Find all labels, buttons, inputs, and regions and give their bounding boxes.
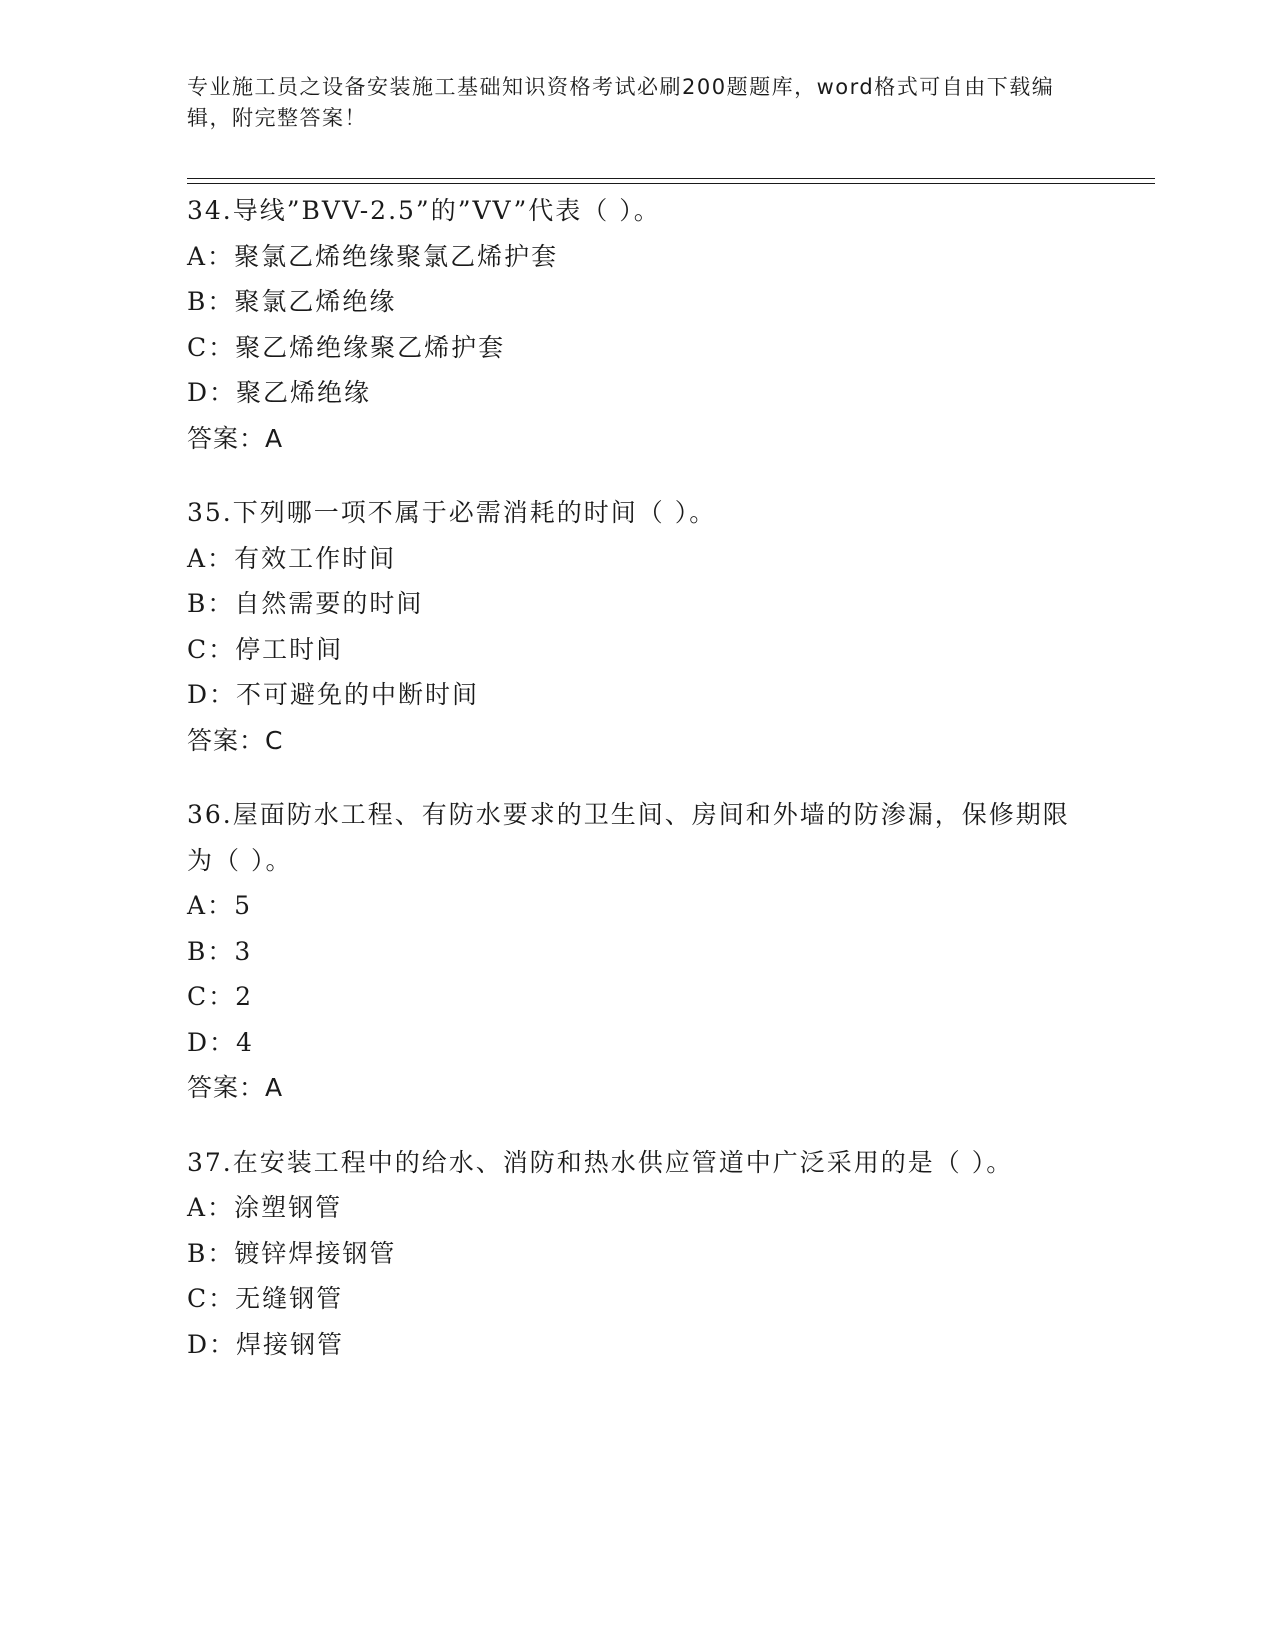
question-stem: 36.屋面防水工程、有防水要求的卫生间、房间和外墙的防渗漏，保修期限为（ ）。 [187,800,1070,875]
option-key: A： [187,891,235,920]
answer-line: 答案：A [187,423,284,453]
option-text: 聚氯乙烯绝缘 [234,287,397,316]
question-34 [187,188,1087,461]
header-divider-top [187,178,1155,179]
question-stem: 34.导线”BVV-2.5”的”VV”代表（ ）。 [187,196,661,225]
question-stem: 35.下列哪一项不属于必需消耗的时间（ ）。 [187,498,717,527]
option-c [187,325,1087,371]
option-c [187,974,1087,1020]
option-text: 聚氯乙烯绝缘聚氯乙烯护套 [234,241,559,271]
option-text: 聚乙烯绝缘 [236,378,372,407]
option-a [187,234,1087,280]
option-key: B： [187,936,235,966]
option-d [187,1020,1087,1066]
option-d [187,672,1087,718]
option-key: B： [187,287,235,316]
option-text: 镀锌焊接钢管 [234,1238,397,1268]
option-key: B： [187,1238,235,1268]
option-text: 涂塑钢管 [234,1193,343,1222]
option-b [187,1231,1087,1277]
option-d [187,370,1087,416]
option-c [187,627,1087,673]
answer-line: 答案：A [187,1073,284,1102]
question-36 [187,792,1087,1111]
option-key: B： [187,589,235,618]
option-text: 无缝钢管 [235,1284,344,1313]
question-stem: 37.在安装工程中的给水、消防和热水供应管道中广泛采用的是（ ）。 [187,1147,1014,1177]
option-key: C： [187,634,236,664]
option-c [187,1276,1087,1322]
option-key: C： [187,982,236,1011]
option-key: A： [187,1193,235,1222]
option-a [187,1185,1087,1231]
option-d [187,1322,1087,1368]
header-divider-bottom [187,183,1155,184]
option-key: C： [187,332,236,362]
option-b [187,581,1087,627]
option-text: 有效工作时间 [234,543,397,573]
option-b [187,929,1087,975]
document-header: 专业施工员之设备安装施工基础知识资格考试必刷200题题库，word格式可自由下载编辑，附完整答案！ [187,75,1055,130]
option-key: D： [187,1027,237,1057]
question-list [187,188,1087,1396]
option-text: 不可避免的中断时间 [236,680,480,709]
option-b [187,279,1087,325]
question-37 [187,1140,1087,1368]
option-key: A： [187,543,235,573]
option-text: 4 [236,1027,254,1057]
option-text: 焊接钢管 [236,1329,345,1359]
option-text: 停工时间 [235,634,344,664]
question-35 [187,490,1087,763]
option-text: 聚乙烯绝缘聚乙烯护套 [235,332,506,362]
option-text: 3 [234,936,253,966]
option-a [187,536,1087,582]
option-text: 自然需要的时间 [234,589,424,618]
option-key: D： [187,1329,237,1359]
option-text: 2 [235,982,254,1011]
option-a [187,883,1087,929]
option-key: D： [187,680,237,709]
option-key: D： [187,378,237,407]
answer-line: 答案：C [187,725,284,755]
option-key: A： [187,241,235,271]
option-key: C： [187,1284,236,1313]
option-text: 5 [234,891,252,920]
